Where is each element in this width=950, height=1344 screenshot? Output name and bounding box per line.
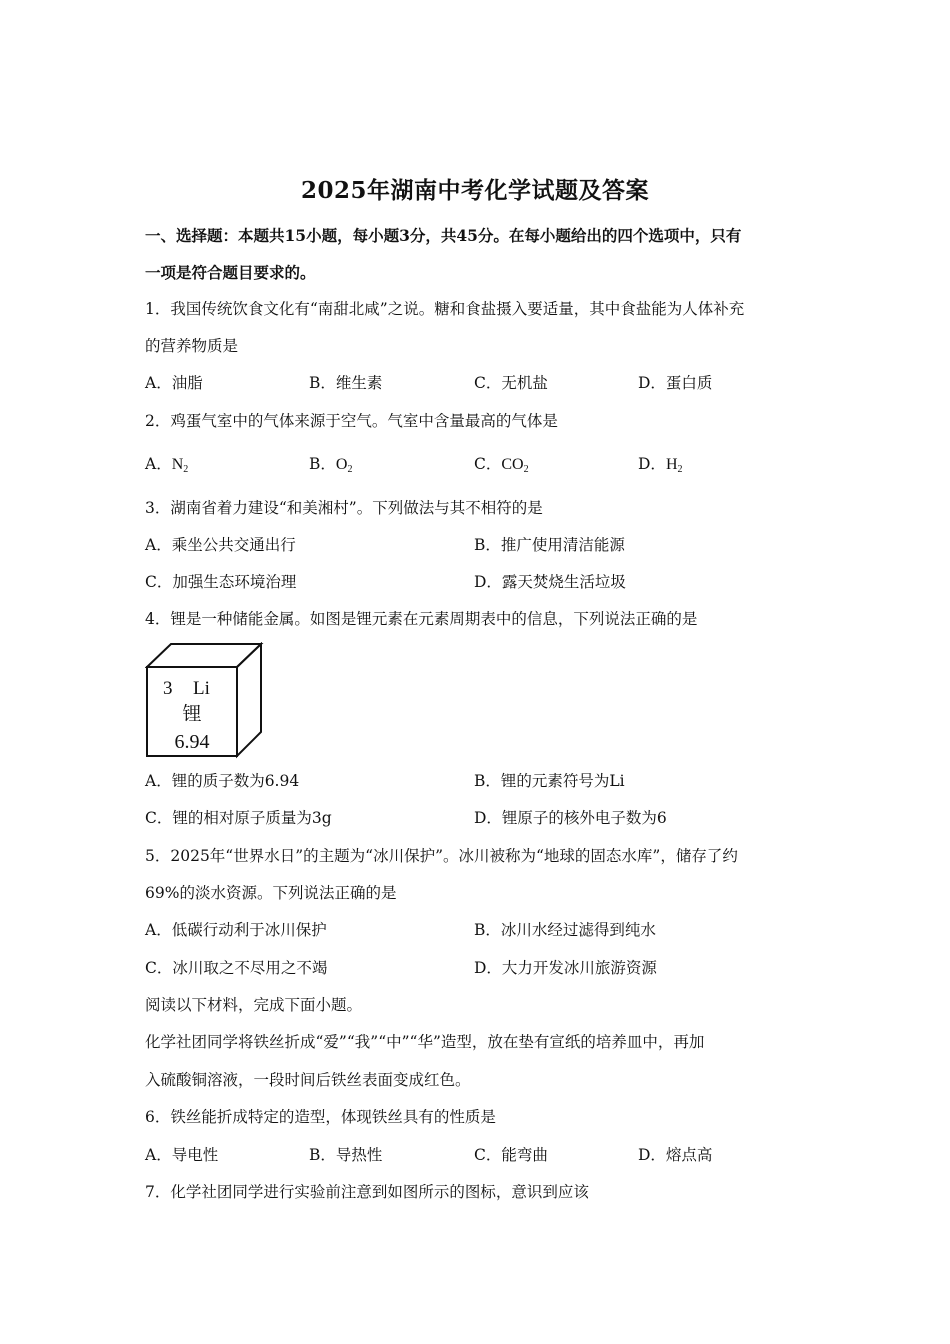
q2-option-a-base: N bbox=[171, 456, 184, 473]
q7-stem: 7．化学社团同学进行实验前注意到如图所示的图标，意识到应该 bbox=[145, 1183, 589, 1201]
q5-stem-line-2: 69%的淡水资源。下列说法正确的是 bbox=[145, 884, 397, 902]
q5-stem-line-1: 5．2025年“世界水日”的主题为“冰川保护”。冰川被称为“地球的固态水库”，储存了约 bbox=[145, 847, 738, 865]
q1-stem-line-1: 1．我国传统饮食文化有“南甜北咸”之说。糖和食盐摄入要适量，其中食盐能为人体补充 bbox=[145, 300, 745, 318]
q4-option-c: C．锂的相对原子质量为3g bbox=[145, 809, 332, 827]
q2-option-a bbox=[145, 454, 188, 480]
material-intro: 阅读以下材料，完成下面小题。 bbox=[145, 996, 363, 1014]
q2-option-b-prefix: B． bbox=[309, 455, 336, 473]
q2-stem: 2．鸡蛋气室中的气体来源于空气。气室中含量最高的气体是 bbox=[145, 412, 558, 430]
q2-option-b-sub: 2 bbox=[347, 464, 353, 475]
q2-option-c bbox=[474, 454, 529, 480]
q1-option-a: A．油脂 bbox=[145, 374, 203, 392]
material-text-line-2: 入硫酸铜溶液，一段时间后铁丝表面变成红色。 bbox=[145, 1071, 471, 1089]
q3-option-c: C．加强生态环境治理 bbox=[145, 573, 297, 591]
q1-option-c: C．无机盐 bbox=[474, 374, 548, 392]
element-atomic-mass: 6.94 bbox=[174, 731, 210, 753]
q2-option-c-base: CO bbox=[501, 456, 524, 473]
q2-option-d-prefix: D． bbox=[638, 455, 666, 473]
q3-option-d: D．露天焚烧生活垃圾 bbox=[474, 573, 626, 591]
q1-option-b: B．维生素 bbox=[309, 374, 383, 392]
q4-stem: 4．锂是一种储能金属。如图是锂元素在元素周期表中的信息，下列说法正确的是 bbox=[145, 610, 698, 628]
material-text-line-1: 化学社团同学将铁丝折成“爱”“我”“中”“华”造型，放在垫有宣纸的培养皿中，再加 bbox=[145, 1033, 705, 1051]
q2-option-d-base: H bbox=[665, 456, 678, 473]
q1-stem-line-2: 的营养物质是 bbox=[145, 337, 239, 355]
cube-side-face bbox=[237, 644, 261, 756]
element-atomic-number: 3 bbox=[163, 678, 173, 699]
element-symbol: Li bbox=[193, 678, 210, 699]
q5-option-a: A．低碳行动利于冰川保护 bbox=[145, 921, 327, 939]
q4-option-b: B．锂的元素符号为Li bbox=[474, 772, 625, 790]
q3-option-a: A．乘坐公共交通出行 bbox=[145, 536, 296, 554]
q3-stem: 3．湖南省着力建设“和美湘村”。下列做法与其不相符的是 bbox=[145, 499, 543, 517]
q2-option-b bbox=[309, 454, 352, 480]
q4-option-d: D．锂原子的核外电子数为6 bbox=[474, 809, 667, 827]
q6-option-a: A．导电性 bbox=[145, 1146, 219, 1164]
q2-option-c-sub: 2 bbox=[523, 464, 529, 475]
q6-option-c: C．能弯曲 bbox=[474, 1146, 548, 1164]
q2-option-a-sub: 2 bbox=[183, 464, 189, 475]
element-name: 锂 bbox=[182, 703, 202, 725]
section-heading-line-2: 一项是符合题目要求的。 bbox=[145, 263, 316, 282]
q4-option-a: A．锂的质子数为6.94 bbox=[145, 772, 300, 790]
q1-option-d: D．蛋白质 bbox=[638, 374, 713, 392]
q6-option-d: D．熔点高 bbox=[638, 1146, 713, 1164]
page-title: 2025年湖南中考化学试题及答案 bbox=[300, 177, 649, 204]
q2-option-d bbox=[638, 454, 683, 480]
q2-option-b-base: O bbox=[335, 456, 348, 473]
q5-option-b: B．冰川水经过滤得到纯水 bbox=[474, 921, 656, 939]
q5-option-c: C．冰川取之不尽用之不竭 bbox=[145, 959, 328, 977]
q6-stem: 6．铁丝能折成特定的造型，体现铁丝具有的性质是 bbox=[145, 1108, 496, 1126]
lithium-element-cube bbox=[145, 642, 265, 760]
section-heading-line-1: 一、选择题：本题共15小题，每小题3分，共45分。在每小题给出的四个选项中，只有 bbox=[145, 226, 742, 245]
q5-option-d: D．大力开发冰川旅游资源 bbox=[474, 959, 657, 977]
q3-option-b: B．推广使用清洁能源 bbox=[474, 536, 625, 554]
q2-option-a-prefix: A． bbox=[145, 455, 172, 473]
q6-option-b: B．导热性 bbox=[309, 1146, 383, 1164]
q2-option-d-sub: 2 bbox=[677, 464, 683, 475]
cube-top-face bbox=[147, 644, 261, 667]
q2-option-c-prefix: C． bbox=[474, 455, 502, 473]
